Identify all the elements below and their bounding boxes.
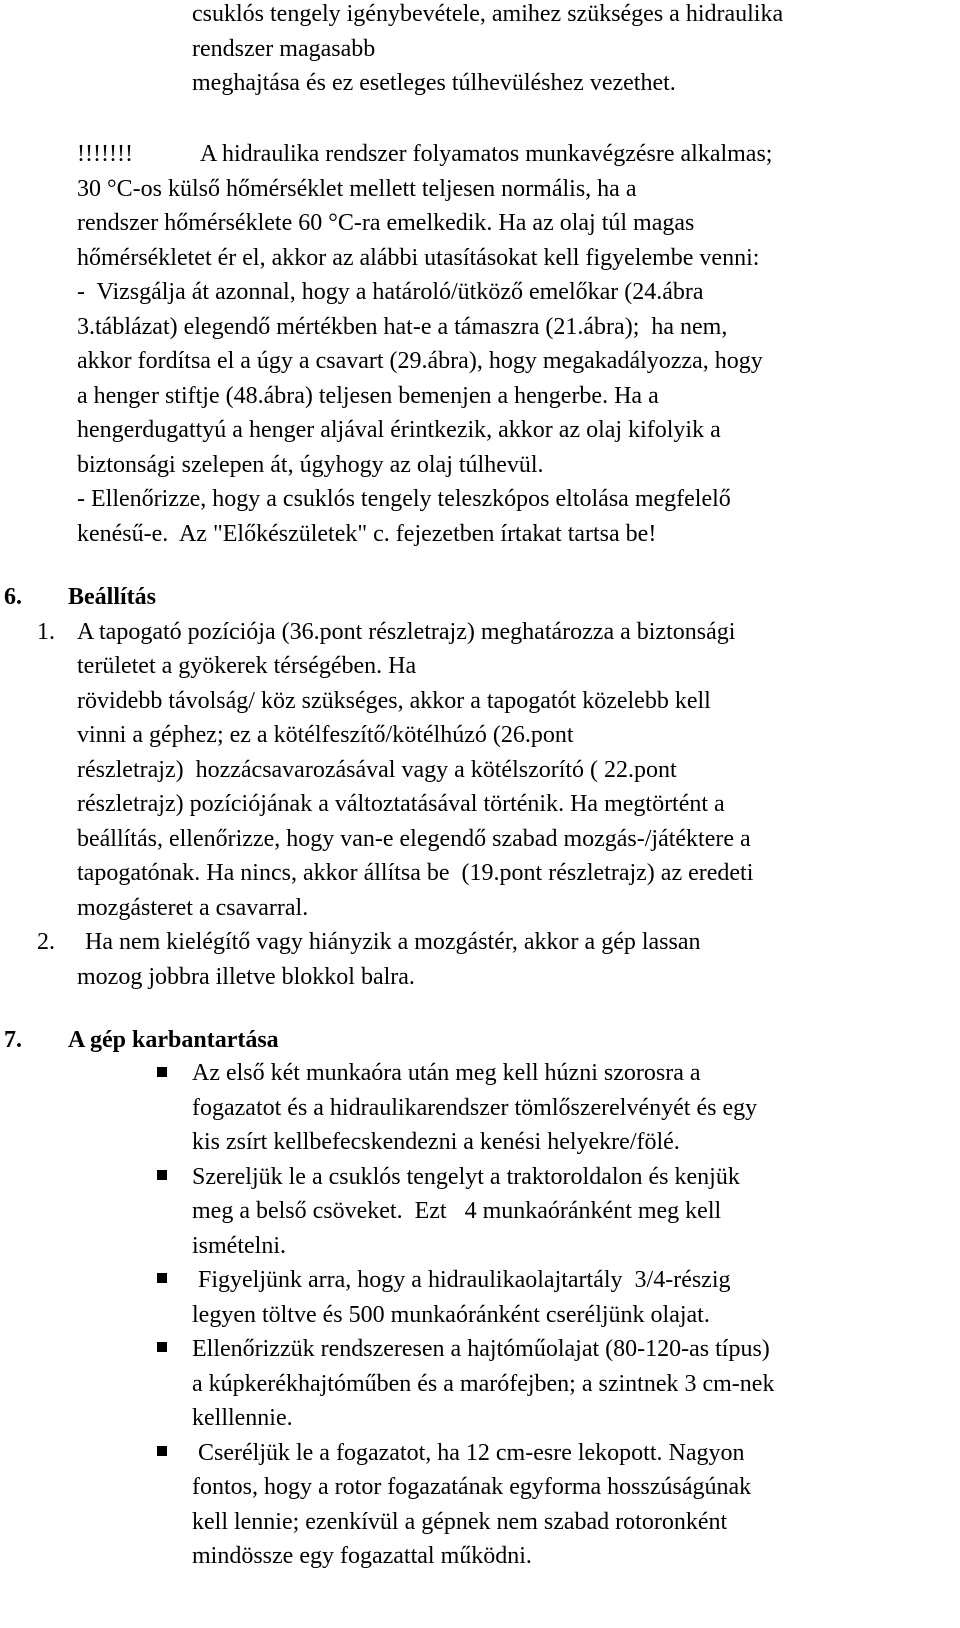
list-item-number: 1. <box>37 619 55 645</box>
list-item-line: rövidebb távolság/ köz szükséges, akkor a tapogatót közelebb kell <box>77 688 711 714</box>
list-item-line: vinni a géphez; ez a kötélfeszítő/kötélhúzó (26.pont <box>77 722 574 748</box>
bullet-line: Szereljük le a csuklós tengelyt a traktoroldalon és kenjük <box>192 1164 740 1190</box>
bullet-line: kell lennie; ezenkívül a gépnek nem szabad rotoronként <box>192 1509 728 1535</box>
list-item-line: részletrajz) hozzácsavarozásával vagy a kötélszorító ( 22.pont <box>77 757 677 783</box>
list-item-line: mozog jobbra illetve blokkol balra. <box>77 964 415 990</box>
warning-line: biztonsági szelepen át, úgyhogy az olaj túlhevül. <box>77 452 544 478</box>
warning-line: hengerdugattyú a henger aljával érintkezik, akkor az olaj kifolyik a <box>77 417 721 443</box>
bullet-line: fogazatot és a hidraulikarendszer tömlőszerelvényét és egy <box>192 1095 758 1121</box>
bullet-square-icon <box>157 1273 167 1283</box>
warning-marker: !!!!!!! <box>77 141 133 167</box>
bullet-line: Az első két munkaóra után meg kell húzni szorosra a <box>192 1060 701 1086</box>
bullet-line: legyen töltve és 500 munkaóránként cseréljünk olajat. <box>192 1302 710 1328</box>
intro-line: rendszer magasabb <box>192 36 376 62</box>
list-item-line: területet a gyökerek térségében. Ha <box>77 653 417 679</box>
warning-line: - Ellenőrizze, hogy a csuklós tengely teleszkópos eltolása megfelelő <box>77 486 731 512</box>
list-item-number: 2. <box>37 929 55 955</box>
bullet-line: fontos, hogy a rotor fogazatának egyforma hosszúságúnak <box>192 1474 752 1500</box>
bullet-line: kis zsírt kellbefecskendezni a kenési helyekre/fölé. <box>192 1129 680 1155</box>
intro-line: csuklós tengely igénybevétele, amihez szükséges a hidraulika <box>192 1 784 27</box>
warning-line: 3.táblázat) elegendő mértékben hat-e a támaszra (21.ábra); ha nem, <box>77 314 728 340</box>
bullet-square-icon <box>157 1446 167 1456</box>
section-6-number: 6. <box>4 584 22 610</box>
warning-line: hőmérsékletet ér el, akkor az alábbi utasításokat kell figyelembe venni: <box>77 245 760 271</box>
section-6-title: Beállítás <box>68 584 156 610</box>
bullet-line: kelllennie. <box>192 1405 293 1431</box>
list-item-line: A tapogató pozíciója (36.pont részletrajz) meghatározza a biztonsági <box>77 619 736 645</box>
warning-line: a henger stiftje (48.ábra) teljesen bemenjen a hengerbe. Ha a <box>77 383 659 409</box>
warning-line: - Vizsgálja át azonnal, hogy a határoló/ütköző emelőkar (24.ábra <box>77 279 704 305</box>
bullet-square-icon <box>157 1067 167 1077</box>
bullet-line: a kúpkerékhajtóműben és a marófejben; a szintnek 3 cm-nek <box>192 1371 775 1397</box>
bullet-line: ismételni. <box>192 1233 286 1259</box>
bullet-line: Cseréljük le a fogazatot, ha 12 cm-esre lekopott. Nagyon <box>192 1440 745 1466</box>
list-item-line: tapogatónak. Ha nincs, akkor állítsa be (19.pont részletrajz) az eredeti <box>77 860 754 886</box>
bullet-line: Ellenőrizzük rendszeresen a hajtóműolajat (80-120-as típus) <box>192 1336 770 1362</box>
section-7-title: A gép karbantartása <box>68 1027 279 1053</box>
list-item-line: részletrajz) pozíciójának a változtatásával történik. Ha megtörtént a <box>77 791 725 817</box>
warning-line: 30 °C-os külső hőmérséklet mellett teljesen normális, ha a <box>77 176 637 202</box>
warning-line: kenésű-e. Az "Előkészületek" c. fejezetben írtakat tartsa be! <box>77 521 657 547</box>
warning-line: rendszer hőmérséklete 60 °C-ra emelkedik. Ha az olaj túl magas <box>77 210 695 236</box>
bullet-line: mindössze egy fogazattal működni. <box>192 1543 532 1569</box>
list-item-line: mozgásteret a csavarral. <box>77 895 309 921</box>
list-item-line: beállítás, ellenőrizze, hogy van-e elegendő szabad mozgás-/játéktere a <box>77 826 751 852</box>
section-7-number: 7. <box>4 1027 22 1053</box>
bullet-line: meg a belső csöveket. Ezt 4 munkaóránként meg kell <box>192 1198 722 1224</box>
bullet-line: Figyeljünk arra, hogy a hidraulikaolajtartály 3/4-részig <box>192 1267 731 1293</box>
list-item-line: Ha nem kielégítő vagy hiányzik a mozgástér, akkor a gép lassan <box>85 929 701 955</box>
bullet-square-icon <box>157 1342 167 1352</box>
bullet-square-icon <box>157 1170 167 1180</box>
warning-line: akkor fordítsa el a úgy a csavart (29.ábra), hogy megakadályozza, hogy <box>77 348 763 374</box>
warning-line: A hidraulika rendszer folyamatos munkavégzésre alkalmas; <box>200 141 773 167</box>
intro-line: meghajtása és ez esetleges túlhevüléshez vezethet. <box>192 70 676 96</box>
